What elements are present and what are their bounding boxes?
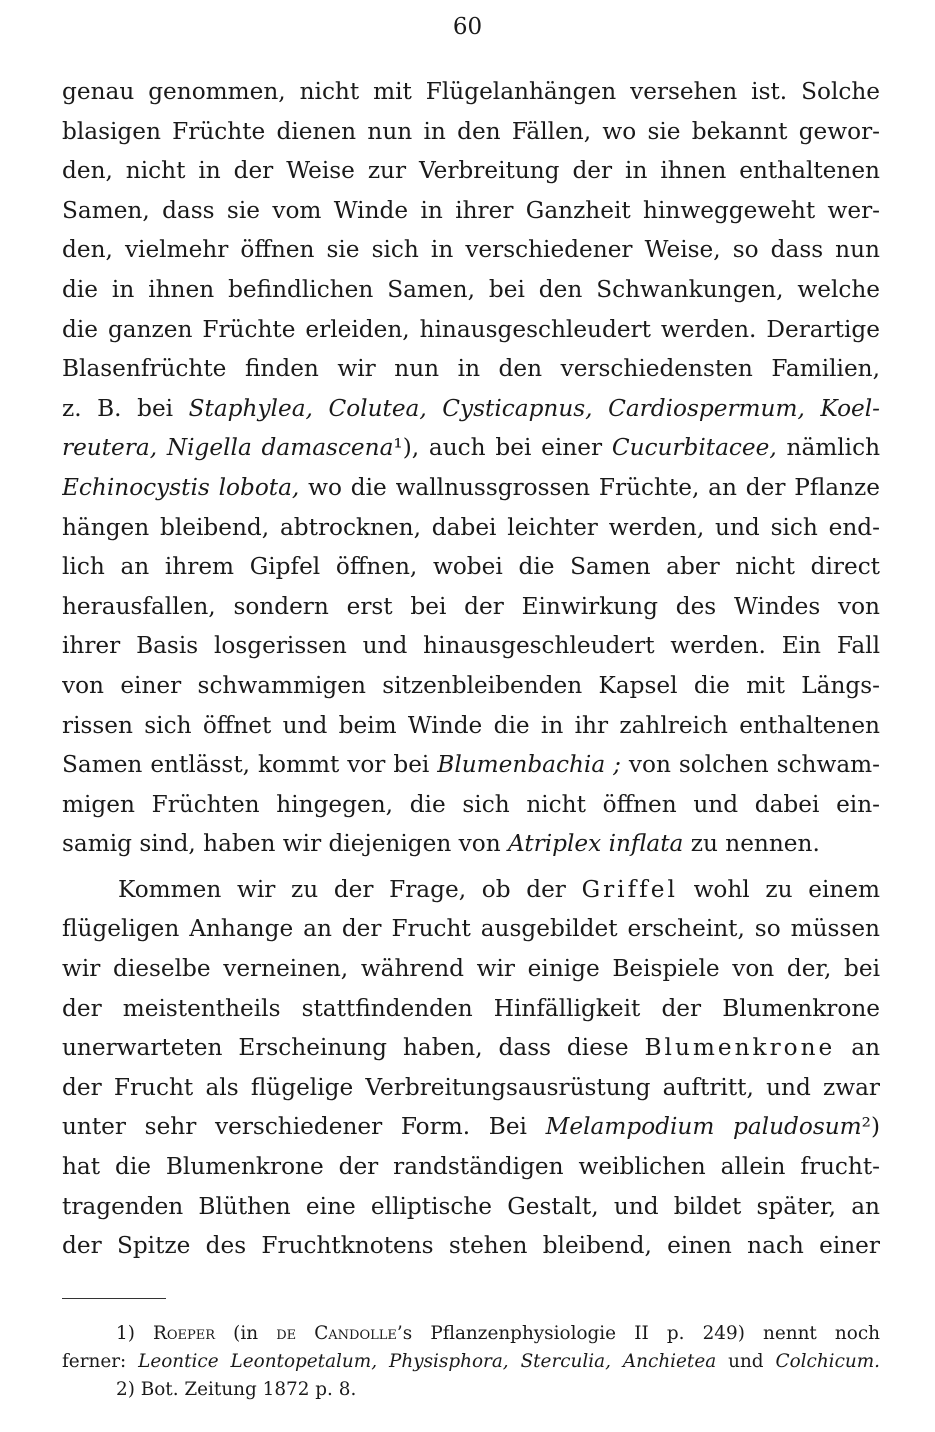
italic-term: Staphylea, Colutea, Cysticapnus, Cardiospermum, Koel- bbox=[188, 394, 880, 422]
italic-term: Colchicum. bbox=[775, 1351, 880, 1372]
text-segment: nämlich bbox=[776, 434, 880, 462]
text-segment: hat die Blumenkrone der randständigen weiblichen allein frucht- bbox=[62, 1153, 880, 1181]
text-segment: flügeligen Anhange an der Frucht ausgebildet erscheint, so müssen bbox=[62, 915, 880, 943]
text-segment: Blasenfrüchte finden wir nun in den verschiedensten Familien, bbox=[62, 355, 880, 383]
footnote-line bbox=[62, 1376, 880, 1404]
paragraph-2 bbox=[62, 870, 880, 1266]
text-segment: samig sind, haben wir diejenigen von bbox=[62, 830, 508, 858]
text-line bbox=[62, 547, 880, 587]
text-segment: tragenden Blüthen eine elliptische Gestalt, und bildet später, an bbox=[62, 1192, 880, 1220]
text-line bbox=[62, 468, 880, 508]
text-segment: den, nicht in der Weise zur Verbreitung der in ihnen enthaltenen bbox=[62, 157, 880, 185]
italic-term: Atriplex inflata bbox=[508, 830, 684, 858]
text-line bbox=[62, 1107, 880, 1147]
text-segment: zu nennen. bbox=[683, 830, 820, 858]
text-line bbox=[62, 626, 880, 666]
text-segment: an bbox=[835, 1034, 880, 1062]
text-line bbox=[62, 1028, 880, 1068]
text-line bbox=[62, 112, 880, 152]
text-segment: der Frucht als flügelige Verbreitungsausrüstung auftritt, und zwar bbox=[62, 1073, 880, 1101]
text-line bbox=[62, 587, 880, 627]
text-segment: hängen bleibend, abtrocknen, dabei leichter werden, und sich end- bbox=[62, 513, 880, 541]
text-line bbox=[62, 389, 880, 429]
paragraph-1 bbox=[62, 72, 880, 864]
text-segment: z. B. bei bbox=[62, 394, 189, 422]
text-segment: lich an ihrem Gipfel öffnen, wobei die Samen aber nicht direct bbox=[62, 553, 880, 581]
text-segment: der Spitze des Fruchtknotens stehen bleibend, einen nach einer bbox=[62, 1232, 880, 1260]
text-line bbox=[62, 989, 880, 1029]
text-segment: Kommen wir zu der Frage, ob der bbox=[118, 875, 582, 903]
text-segment: von solchen schwam- bbox=[620, 751, 880, 779]
text-segment: unter sehr verschiedener Form. Bei bbox=[62, 1113, 546, 1141]
text-line bbox=[62, 666, 880, 706]
text-segment: 2) Bot. Zeitung 1872 p. 8. bbox=[116, 1379, 357, 1400]
text-line bbox=[62, 706, 880, 746]
text-segment: die ganzen Früchte erleiden, hinausgeschleudert werden. Derartige bbox=[62, 315, 880, 343]
text-line bbox=[62, 870, 880, 910]
text-segment: ’s Pflanzenphysiologie II p. 249) nennt noch bbox=[396, 1323, 880, 1344]
text-line bbox=[62, 151, 880, 191]
text-segment: ²) bbox=[861, 1113, 880, 1141]
italic-term: Cucurbitacee, bbox=[611, 434, 777, 462]
text-segment: wo die wallnussgrossen Früchte, an der Pflanze bbox=[299, 473, 880, 501]
text-line bbox=[62, 230, 880, 270]
footnote-line bbox=[62, 1320, 880, 1348]
text-segment: unerwarteten Erscheinung haben, dass diese bbox=[62, 1034, 645, 1062]
text-segment: der meistentheils stattfindenden Hinfälligkeit der Blumenkrone bbox=[62, 994, 880, 1022]
italic-term: reutera, Nigella damascena bbox=[62, 434, 394, 462]
text-line bbox=[62, 785, 880, 825]
text-segment: rissen sich öffnet und beim Winde die in ihr zahlreich enthaltenen bbox=[62, 711, 880, 739]
text-line bbox=[62, 1068, 880, 1108]
italic-term: Blumenbachia ; bbox=[437, 751, 621, 779]
text-line bbox=[62, 745, 880, 785]
text-segment: ¹), auch bei einer bbox=[393, 434, 612, 462]
text-line bbox=[62, 428, 880, 468]
text-line bbox=[62, 909, 880, 949]
text-segment: die in ihnen befindlichen Samen, bei den Schwankungen, welche bbox=[62, 275, 880, 303]
text-line bbox=[62, 1226, 880, 1266]
text-line bbox=[62, 72, 880, 112]
spaced-term: Blumenkrone bbox=[644, 1034, 836, 1062]
text-line bbox=[62, 949, 880, 989]
italic-term: Echinocystis lobota, bbox=[62, 473, 300, 501]
text-segment: den, vielmehr öffnen sie sich in verschiedener Weise, so dass nun bbox=[62, 236, 880, 264]
author-name: de Candolle bbox=[276, 1323, 397, 1344]
footnote-line bbox=[62, 1348, 880, 1376]
footnotes bbox=[62, 1320, 880, 1404]
text-line bbox=[62, 1147, 880, 1187]
text-segment: von einer schwammigen sitzenbleibenden Kapsel die mit Längs- bbox=[62, 671, 880, 699]
text-line bbox=[62, 349, 880, 389]
body-text bbox=[62, 72, 880, 1266]
text-segment: blasigen Früchte dienen nun in den Fällen, wo sie bekannt gewor- bbox=[62, 117, 880, 145]
italic-term: Melampodium paludosum bbox=[545, 1113, 862, 1141]
footnote-rule bbox=[62, 1298, 166, 1299]
text-line bbox=[62, 508, 880, 548]
author-name: Roeper bbox=[153, 1323, 216, 1344]
text-line bbox=[62, 270, 880, 310]
italic-term: Leontice Leontopetalum, Physisphora, Sterculia, Anchietea bbox=[138, 1351, 717, 1372]
text-line bbox=[62, 310, 880, 350]
page-number: 60 bbox=[452, 14, 483, 40]
text-segment: Samen entlässt, kommt vor bei bbox=[62, 751, 438, 779]
text-line bbox=[62, 1187, 880, 1227]
text-segment: und bbox=[716, 1351, 776, 1372]
text-segment: wir dieselbe verneinen, während wir einige Beispiele von der, bei bbox=[62, 955, 880, 983]
text-segment: Samen, dass sie vom Winde in ihrer Ganzheit hinweggeweht wer- bbox=[62, 196, 880, 224]
text-segment: genau genommen, nicht mit Flügelanhängen versehen ist. Solche bbox=[62, 78, 880, 105]
text-segment: herausfallen, sondern erst bei der Einwirkung des Windes von bbox=[62, 592, 880, 620]
text-line bbox=[62, 191, 880, 231]
text-segment: migen Früchten hingegen, die sich nicht öffnen und dabei ein- bbox=[62, 790, 880, 818]
text-segment: (in bbox=[215, 1323, 277, 1344]
text-line bbox=[62, 824, 880, 864]
text-segment: ihrer Basis losgerissen und hinausgeschleudert werden. Ein Fall bbox=[62, 632, 880, 660]
text-segment: ferner: bbox=[62, 1351, 139, 1372]
text-segment: 1) bbox=[116, 1323, 153, 1344]
spaced-term: Griffel bbox=[581, 875, 678, 903]
text-segment: wohl zu einem bbox=[677, 875, 880, 903]
